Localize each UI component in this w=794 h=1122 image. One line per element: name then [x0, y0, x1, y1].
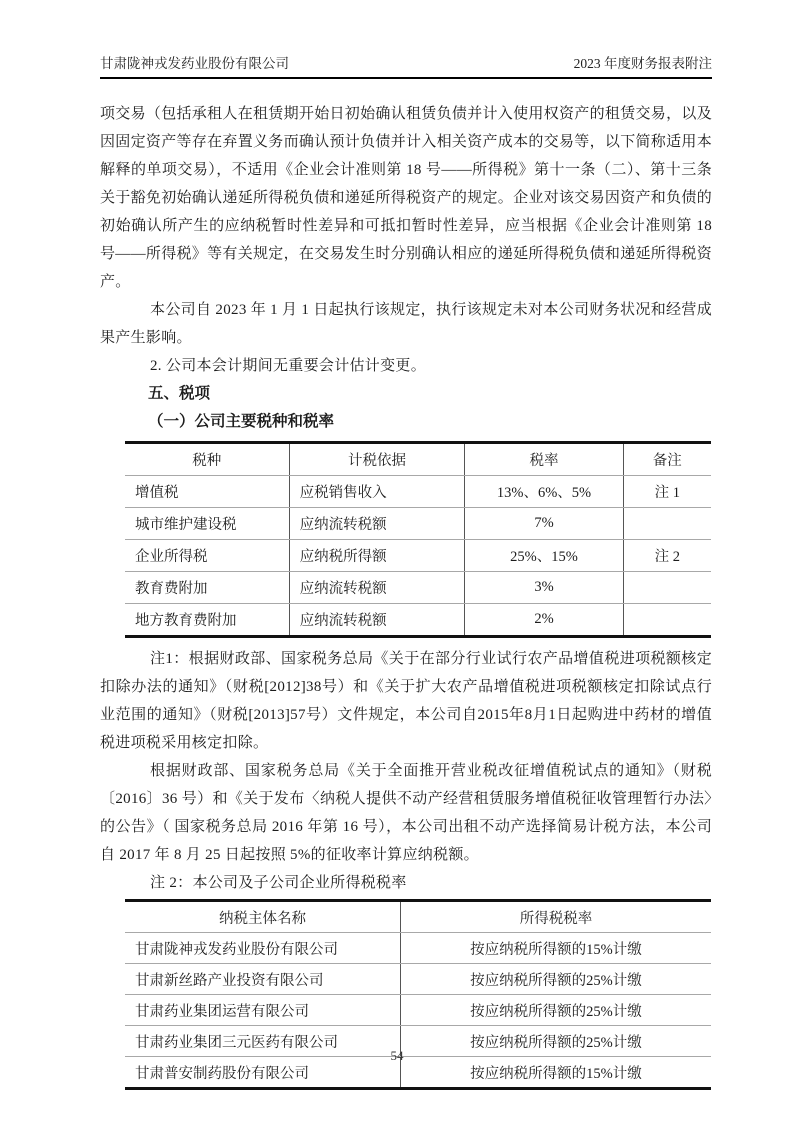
tax-table-body — [125, 476, 711, 637]
subsection-heading-main-taxes: （一）公司主要税种和税率 — [148, 413, 335, 430]
paragraph-single-transaction-rule: 项交易（包括承租人在租赁期开始日初始确认租赁负债并计入使用权资产的租赁交易，以及因固定资产等存在弃置义务而确认预计负债并计入相关资产成本的交易等，以下简称适用本解释的单项交易），不适用《企业会计准则第 18 号——所得税》第十一条（二）、第十三条关于豁免初始确认递延所得税负债和递延所得税资产的规定。企业对该交易因资产和负债的初始确认所产生的应纳税暂时性差异和可抵扣暂时性差异，应当根据《企业会计准则第 18 号——所得税》等有关规定，在交易发生时分别确认相应的递延所得税负债和递延所得税资产。 — [100, 106, 713, 290]
table-cell: 7% — [465, 508, 623, 540]
table-cell: 13%、6%、5% — [465, 476, 623, 508]
table-cell: 甘肃陇神戎发药业股份有限公司 — [125, 933, 400, 964]
table-cell: 3% — [465, 572, 623, 604]
table-cell: 按应纳税所得额的25%计缴 — [400, 964, 711, 995]
page-header — [100, 52, 712, 79]
note2-heading: 注 2：本公司及子公司企业所得税税率 — [150, 875, 407, 891]
table-cell: 按应纳税所得额的15%计缴 — [400, 933, 711, 964]
note1-continued-paragraph: 根据财政部、国家税务总局《关于全面推开营业税改征增值税试点的通知》（财税〔2016〕36 号）和《关于发布〈纳税人提供不动产经营租赁服务增值税征收管理暂行办法〉的公告》（ 国家税务总局 2016 年第 16 号），本公司出租不动产选择简易计税方法，本公司自 2017 年 8 月 25 日起按照 5%的征收率计算应纳税额。 — [100, 763, 712, 863]
table-cell — [623, 604, 711, 637]
table-row — [125, 964, 711, 995]
table-cell: 25%、15% — [465, 540, 623, 572]
table-cell: 应纳税所得额 — [289, 540, 465, 572]
page-number: 54 — [390, 1048, 404, 1063]
table-row — [125, 540, 711, 572]
column-header: 备注 — [623, 443, 711, 476]
table-cell: 甘肃普安制药股份有限公司 — [125, 1057, 400, 1089]
column-header: 税率 — [465, 443, 623, 476]
table-cell: 企业所得税 — [125, 540, 289, 572]
table-row — [125, 995, 711, 1026]
paragraph-effective-date: 本公司自 2023 年 1 月 1 日起执行该规定，执行该规定未对本公司财务状况和经营成果产生影响。 — [100, 302, 712, 346]
table-cell — [623, 508, 711, 540]
table-cell: 按应纳税所得额的25%计缴 — [400, 995, 711, 1026]
table-row — [125, 508, 711, 540]
income-table-header-row — [125, 901, 711, 933]
header-company-name: 甘肃陇神戎发药业股份有限公司 — [100, 56, 289, 71]
table-cell: 增值税 — [125, 476, 289, 508]
header-doc-title: 2023 年度财务报表附注 — [573, 56, 712, 71]
column-header: 计税依据 — [289, 443, 465, 476]
table-cell — [623, 572, 711, 604]
column-header: 税种 — [125, 443, 289, 476]
table-row — [125, 572, 711, 604]
table-cell: 甘肃药业集团三元医药有限公司 — [125, 1026, 400, 1057]
table-cell: 应纳流转税额 — [289, 572, 465, 604]
table-row — [125, 604, 711, 637]
page-footer — [0, 1048, 794, 1064]
table-cell: 应税销售收入 — [289, 476, 465, 508]
table-cell: 甘肃新丝路产业投资有限公司 — [125, 964, 400, 995]
page-content — [100, 52, 712, 1090]
note1-paragraph: 注1：根据财政部、国家税务总局《关于在部分行业试行农产品增值税进项税额核定扣除办法的通知》（财税[2012]38号）和《关于扩大农产品增值税进项税额核定扣除试点行业范围的通知》（财税[2013]57号）文件规定，本公司自2015年8月1日起购进中药材的增值税进项税采用核定扣除。 — [100, 651, 712, 751]
section-heading-taxes: 五、税项 — [148, 385, 211, 402]
table-row — [125, 476, 711, 508]
column-header: 纳税主体名称 — [125, 901, 400, 933]
table-cell: 应纳流转税额 — [289, 508, 465, 540]
table-row — [125, 933, 711, 964]
table-cell: 应纳流转税额 — [289, 604, 465, 637]
table-cell: 城市维护建设税 — [125, 508, 289, 540]
tax-table-header-row — [125, 443, 711, 476]
table-cell: 按应纳税所得额的25%计缴 — [400, 1026, 711, 1057]
table-cell: 按应纳税所得额的15%计缴 — [400, 1057, 711, 1089]
column-header: 所得税税率 — [400, 901, 711, 933]
main-tax-table — [125, 441, 711, 638]
table-cell: 注 2 — [623, 540, 711, 572]
paragraph-estimate-change: 2. 公司本会计期间无重要会计估计变更。 — [150, 358, 427, 374]
table-cell: 地方教育费附加 — [125, 604, 289, 637]
table-cell: 甘肃药业集团运营有限公司 — [125, 995, 400, 1026]
table-cell: 2% — [465, 604, 623, 637]
table-cell: 注 1 — [623, 476, 711, 508]
table-cell: 教育费附加 — [125, 572, 289, 604]
income-table-body — [125, 933, 711, 1089]
